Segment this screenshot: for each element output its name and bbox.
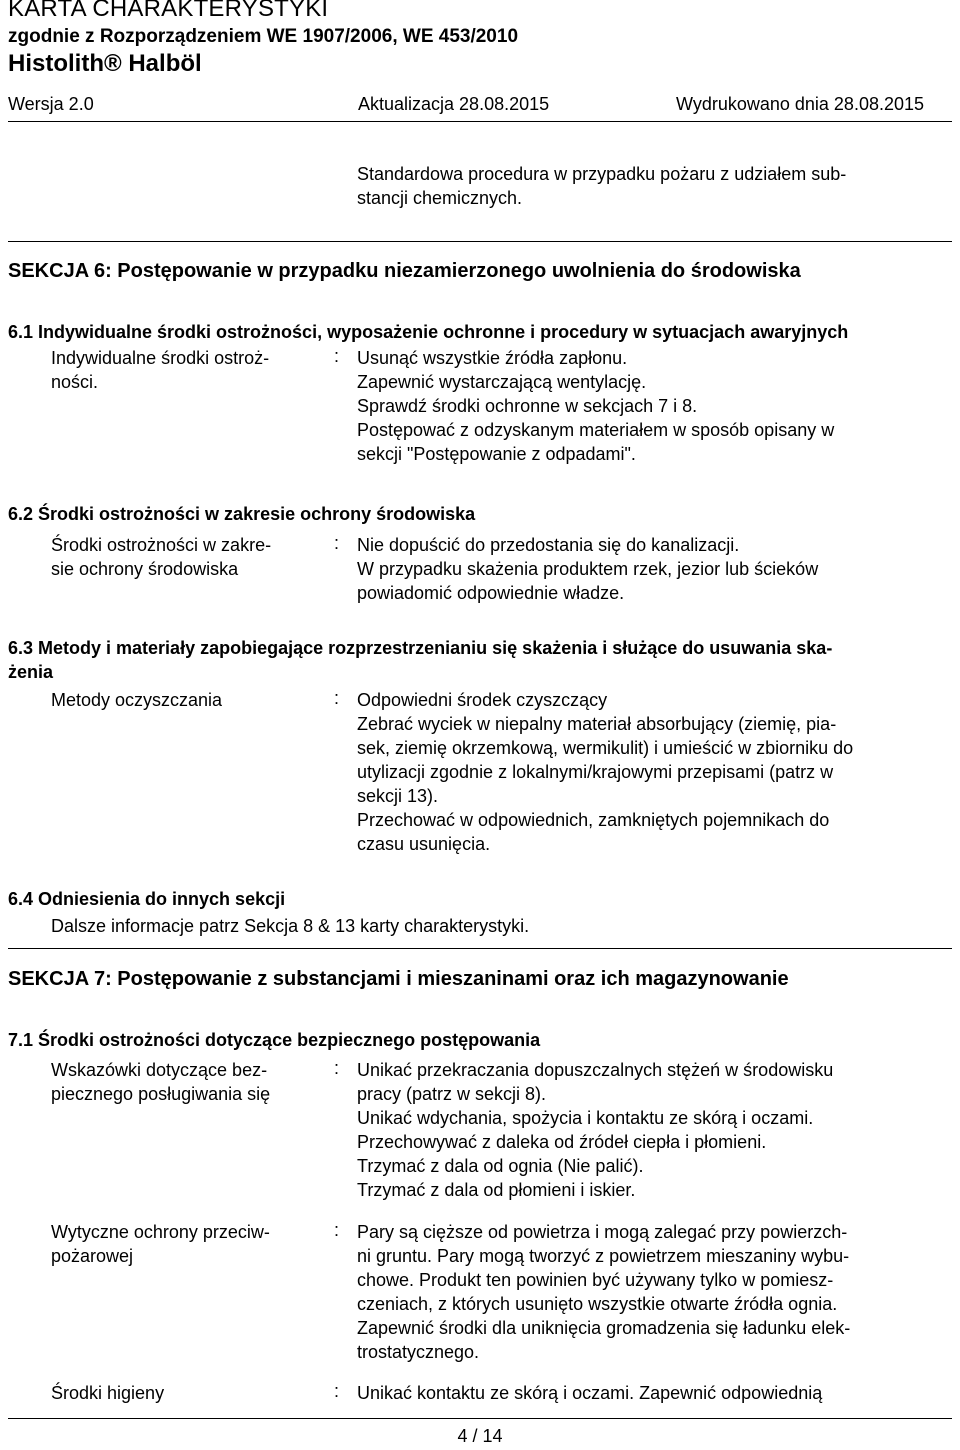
text-line: Unikać kontaktu ze skórą i oczami. Zapewnić odpowiednią xyxy=(357,1383,823,1403)
field-value xyxy=(357,533,818,605)
text-line: piecznego posługiwania się xyxy=(51,1084,271,1104)
text-line: żenia xyxy=(8,662,54,682)
header-divider xyxy=(8,121,952,122)
text-line: Wskazówki dotyczące bez- xyxy=(51,1060,268,1080)
text-line: sekcji "Postępowanie z odpadami". xyxy=(357,444,636,464)
field-label xyxy=(51,346,269,394)
regulation-line: zgodnie z Rozporządzeniem WE 1907/2006, WE 453/2010 xyxy=(8,26,519,47)
text-line: Przechować w odpowiednich, zamkniętych pojemnikach do xyxy=(357,810,830,830)
field-value xyxy=(357,688,853,856)
subsection-7-1-title: 7.1 Środki ostrożności dotyczące bezpiecznego postępowania xyxy=(8,1030,541,1050)
text-line: Nie dopuścić do przedostania się do kanalizacji. xyxy=(357,535,740,555)
text-line: Trzymać z dala od ognia (Nie palić). xyxy=(357,1156,644,1176)
updated-label: Aktualizacja 28.08.2015 xyxy=(358,94,550,114)
text-line: Indywidualne środki ostroż- xyxy=(51,348,270,368)
text-line: sie ochrony środowiska xyxy=(51,559,239,579)
field-colon: : xyxy=(334,1381,340,1401)
text-line: Zebrać wyciek w niepalny materiał absorbujący (ziemię, pia- xyxy=(357,714,837,734)
text-line: ni gruntu. Pary mogą tworzyć z powietrzem mieszaniny wybu- xyxy=(357,1246,850,1266)
text-line: W przypadku skażenia produktem rzek, jezior lub ścieków xyxy=(357,559,819,579)
text-line: Zapewnić środki dla uniknięcia gromadzenia się ładunku elek- xyxy=(357,1318,851,1338)
product-name: Histolith® Halböl xyxy=(8,50,202,77)
field-label xyxy=(51,688,222,712)
section-divider xyxy=(8,948,952,949)
text-line: powiadomić odpowiednie władze. xyxy=(357,583,625,603)
text-line: Unikać wdychania, spożycia i kontaktu ze skórą i oczami. xyxy=(357,1108,814,1128)
text-line: Przechowywać z daleka od źródeł ciepła i płomieni. xyxy=(357,1132,767,1152)
field-value xyxy=(357,1381,822,1405)
page-number: 4 / 14 xyxy=(457,1426,503,1446)
text-line: Pary są cięższe od powietrza i mogą zalegać przy powierzch- xyxy=(357,1222,848,1242)
text-line: stancji chemicznych. xyxy=(357,188,523,208)
field-value xyxy=(357,1058,833,1202)
section-divider xyxy=(8,241,952,242)
text-line: Trzymać z dala od płomieni i iskier. xyxy=(357,1180,636,1200)
field-label xyxy=(51,1220,270,1268)
text-line: Środki ostrożności w zakre- xyxy=(51,535,272,555)
text-line: chowe. Produkt ten powinien być używany tylko w pomiesz- xyxy=(357,1270,834,1290)
text-line: sek, ziemię okrzemkową, wermikulit) i umieścić w zbiorniku do xyxy=(357,738,854,758)
section-6-title: SEKCJA 6: Postępowanie w przypadku niezamierzonego uwolnienia do środowiska xyxy=(8,260,801,282)
printed-label: Wydrukowano dnia 28.08.2015 xyxy=(676,94,925,114)
text-line: Usunąć wszystkie źródła zapłonu. xyxy=(357,348,628,368)
text-line: ności. xyxy=(51,372,99,392)
subsection-6-3-title xyxy=(8,636,832,684)
text-line: trostatycznego. xyxy=(357,1342,480,1362)
field-label xyxy=(51,1058,270,1106)
text-line: pożarowej xyxy=(51,1246,134,1266)
footer-divider xyxy=(8,1418,952,1419)
section-7-title: SEKCJA 7: Postępowanie z substancjami i mieszaninami oraz ich magazynowanie xyxy=(8,968,789,990)
field-label xyxy=(51,1381,164,1405)
text-line: pracy (patrz w sekcji 8). xyxy=(357,1084,547,1104)
text-line: Środki higieny xyxy=(51,1383,165,1403)
text-line: Metody oczyszczania xyxy=(51,690,223,710)
text-line: utylizacji zgodnie z lokalnymi/krajowymi przepisami (patrz w xyxy=(357,762,834,782)
reference-text: Dalsze informacje patrz Sekcja 8 & 13 karty charakterystyki. xyxy=(51,916,530,936)
document-title: KARTA CHARAKTERYSTYKI xyxy=(8,0,329,22)
field-colon: : xyxy=(334,346,340,366)
subsection-6-1-title: 6.1 Indywidualne środki ostrożności, wyposażenie ochronne i procedury w sytuacjach awaryjnych xyxy=(8,322,849,342)
subsection-6-4-title: 6.4 Odniesienia do innych sekcji xyxy=(8,889,286,909)
text-line: sekcji 13). xyxy=(357,786,439,806)
text-line: Unikać przekraczania dopuszczalnych stężeń w środowisku xyxy=(357,1060,834,1080)
field-label xyxy=(51,533,271,581)
text-line: Zapewnić wystarczającą wentylację. xyxy=(357,372,647,392)
field-colon: : xyxy=(334,533,340,553)
version-label: Wersja 2.0 xyxy=(8,94,94,114)
subsection-6-2-title: 6.2 Środki ostrożności w zakresie ochrony środowiska xyxy=(8,504,476,524)
intro-paragraph xyxy=(357,162,846,210)
field-value xyxy=(357,346,834,466)
field-colon: : xyxy=(334,1220,340,1240)
text-line: czasu usunięcia. xyxy=(357,834,491,854)
field-value xyxy=(357,1220,850,1364)
text-line: Standardowa procedura w przypadku pożaru z udziałem sub- xyxy=(357,164,847,184)
text-line: Wytyczne ochrony przeciw- xyxy=(51,1222,270,1242)
text-line: czeniach, z których usunięto wszystkie otwarte źródła ognia. xyxy=(357,1294,838,1314)
field-colon: : xyxy=(334,1058,340,1078)
text-line: Sprawdź środki ochronne w sekcjach 7 i 8. xyxy=(357,396,698,416)
text-line: 6.3 Metody i materiały zapobiegające rozprzestrzenianiu się skażenia i służące do usuwania ska- xyxy=(8,638,833,658)
text-line: Postępować z odzyskanym materiałem w sposób opisany w xyxy=(357,420,835,440)
text-line: Odpowiedni środek czyszczący xyxy=(357,690,608,710)
field-colon: : xyxy=(334,688,340,708)
